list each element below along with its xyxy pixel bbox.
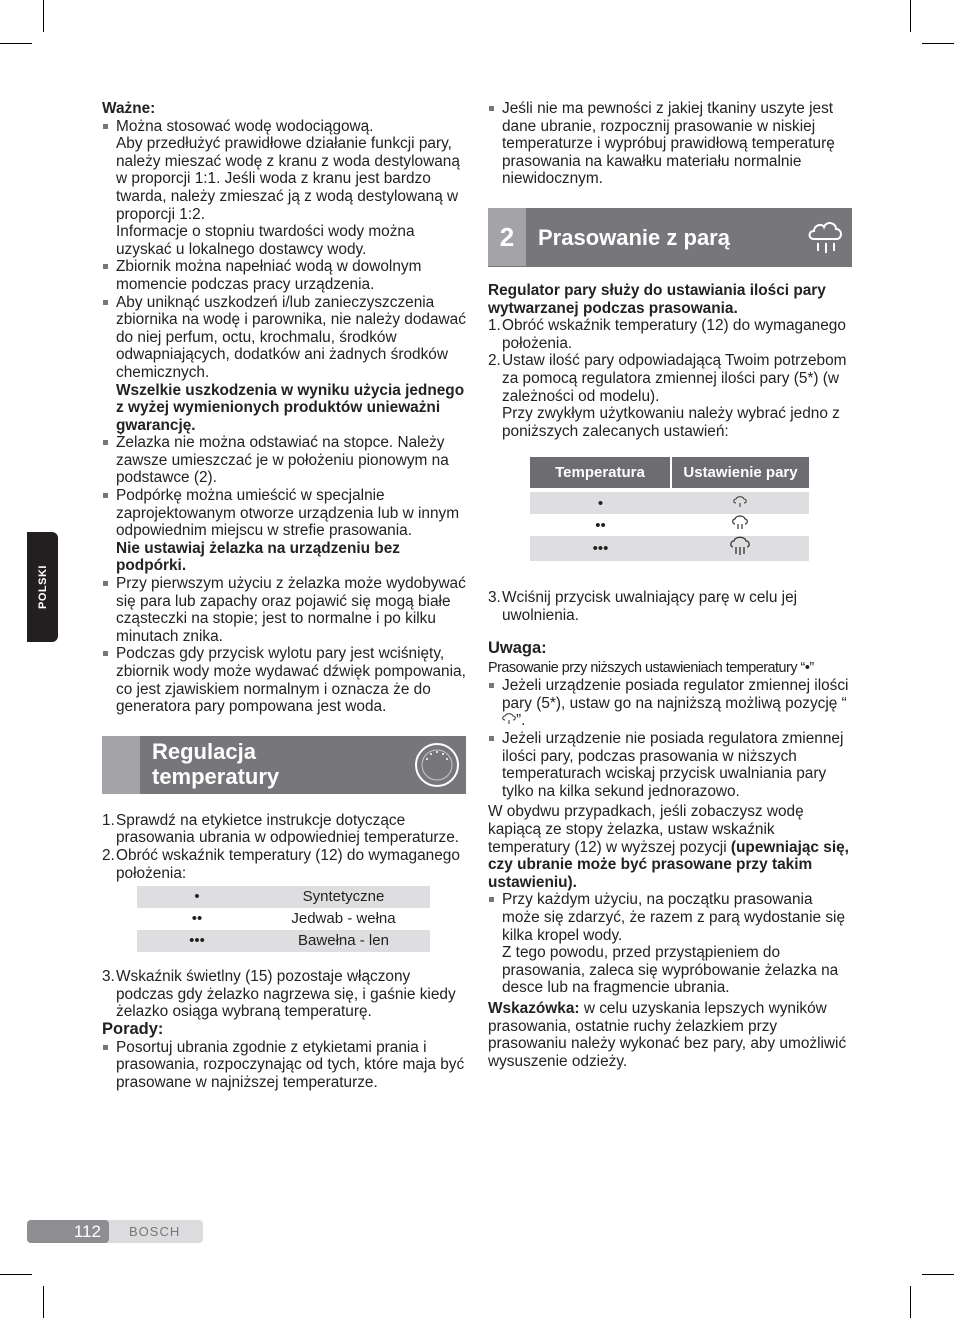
language-tab <box>27 532 58 642</box>
warning-text: Nie ustawiaj żelazka na urządzeniu bez podpórki. <box>116 539 400 575</box>
table-row <box>137 908 430 930</box>
table-row <box>530 514 809 536</box>
note-line: Prasowanie przy niższych ustawieniach temperatury “•” <box>488 659 814 676</box>
brand-label: BOSCH <box>129 1224 181 1239</box>
section-tab <box>102 736 140 794</box>
wazne-heading: Ważne: <box>102 100 156 117</box>
crop-mark <box>43 1286 44 1318</box>
page-number: 112 <box>27 1220 109 1243</box>
steam-cell <box>671 536 809 561</box>
page-footer <box>27 1220 203 1243</box>
porady-heading: Porady: <box>102 1019 164 1038</box>
numbered-step: 1. Obróć wskaźnik temperatury (12) do wymaganego położenia. <box>488 317 846 352</box>
steam-cell <box>671 514 809 536</box>
right-column <box>488 100 852 1070</box>
numbered-step: 2. Obróć wskaźnik temperatury (12) do wymaganego położenia: <box>102 846 460 882</box>
steam-low-icon <box>502 713 516 725</box>
steam-cell <box>671 492 809 514</box>
list-item: Aby uniknąć uszkodzeń i/lub zanieczyszczenia zbiornika na wodę i parownika, nie należy dodawać do niej perfum, octu, krochmalu, środków odwapniających, dodatków ani żadnych środków chemicznych. <box>102 294 466 382</box>
fabric-cell: Bawełna - len <box>257 930 430 952</box>
crop-mark <box>922 1274 954 1275</box>
list-item: Przy pierwszym użyciu z żelazka może wydobywać się para lub zapachy oraz pojawić się mogą białe cząsteczki na stopie; jest to normalne i po kilku minutach znika. <box>102 575 466 645</box>
steam-table <box>530 457 809 561</box>
dots-cell: ••• <box>530 536 671 561</box>
paragraph: Informacje o stopniu twardości wody można uzyskać u lokalnego dostawcy wody. <box>116 223 415 258</box>
crop-mark <box>43 0 44 32</box>
warning-text: Wszelkie uszkodzenia w wyniku użycia jednego z wyżej wymienionych produktów unieważni gwarancję. <box>116 381 465 434</box>
numbered-step: 3. Wciśnij przycisk uwalniający parę w celu jej uwolnienia. <box>488 588 798 624</box>
section-title: Prasowanie z parą <box>538 224 730 250</box>
paragraph: Aby przedłużyć prawidłowe działanie funkcji pary, należy mieszać wodę z kranu z woda destylowaną w proporcji 1:1. Jeśli woda z kranu jest bardzo twarda, należy zmieszać ją z wodą destylowaną w proporcji 1:2. <box>116 135 460 223</box>
paragraph: W obydwu przypadkach, jeśli zobaczysz wodę kapiącą ze stopy żelazka, ustaw wskaźnik temperatury (12) w wyższej pozycji (upewniając się, czy ubranie może być prasowane przy takim ustawieniu). <box>488 803 849 891</box>
steam-low-icon <box>733 496 747 508</box>
language-label: POLSKI <box>36 565 49 609</box>
intro-text: Regulator pary służy do ustawiania ilości pary wytwarzanej podczas prasowania. <box>488 281 826 317</box>
steam-high-icon <box>730 536 750 556</box>
dots-cell: • <box>530 492 671 514</box>
list-item: Podpórkę można umieścić w specjalnie zaprojektowanym otworze urządzenia lub w innym odpowiednim miejscu w strefie prasowania. <box>102 487 466 540</box>
paragraph: Z tego powodu, przed przystąpieniem do prasowania, zaleca się wypróbowanie żelazka na desce lub na fragmencie ubrania. <box>502 944 839 997</box>
list-item: Zbiornik można napełniać wodą w dowolnym momencie podczas pracy urządzenia. <box>102 258 466 293</box>
section-header-temperature <box>102 736 466 794</box>
dots-cell: •• <box>191 910 203 928</box>
steam-icon <box>806 217 846 257</box>
section-header-steam <box>488 208 852 267</box>
crop-mark <box>0 1274 32 1275</box>
table-row <box>530 492 809 514</box>
crop-mark <box>910 1286 911 1318</box>
table-header <box>530 457 809 488</box>
list-item: Przy każdym użyciu, na początku prasowania może się zdarzyć, że razem z parą wydostanie się kilka kropel wody. <box>488 891 852 944</box>
crop-mark <box>910 0 911 32</box>
fabric-cell: Jedwab - wełna <box>291 910 396 928</box>
list-item: Jeśli nie ma pewności z jakiej tkaniny uszyte jest dane ubranie, rozpocznij prasowanie w niskiej temperaturze i wypróbuj prawidłową temperaturę prasowania na kawałku materiału normalnie niewidocznym. <box>488 100 852 188</box>
table-row <box>530 536 809 561</box>
table-row <box>137 930 430 952</box>
numbered-step: 3. Wskaźnik świetlny (15) pozostaje włączony podczas gdy żelazko nagrzewa się, i gaśnie kiedy żelazko osiąga wybraną temperaturę. <box>102 968 456 1021</box>
list-item: Można stosować wodę wodociągową. <box>102 118 466 136</box>
list-item: Jeżeli urządzenie nie posiada regulatora zmiennej ilości pary, podczas prasowania w niższych temperaturach wciskaj przycisk uwalniania pary tylko na kilka sekund jednorazowo. <box>488 730 852 800</box>
list-item: Żelazka nie można odstawiać na stopce. Należy zawsze umieszczać je w położeniu pionowym na podstawce (2). <box>102 434 466 487</box>
crop-mark <box>922 43 954 44</box>
fabric-cell: Syntetyczne <box>257 886 430 908</box>
section-title: Regulacja temperatury <box>152 738 280 789</box>
list-item: Posortuj ubrania zgodnie z etykietami prania i prasowania, rozpoczynając od tych, które maja być prasowane w najniższej temperaturze. <box>102 1039 466 1092</box>
list-item: Podczas gdy przycisk wylotu pary jest wciśnięty, zbiornik wody może wydawać dźwięk pompowania, co jest zjawiskiem normalnym i oznacza że do generatora pary pompowana jest woda. <box>102 645 466 715</box>
column-header: Ustawienie pary <box>671 457 809 488</box>
left-column <box>102 100 466 1091</box>
dots-cell: •• <box>595 516 606 534</box>
numbered-step: 1. Sprawdź na etykietce instrukcje dotyczące prasowania ubrania w odpowiedniej temperaturze. <box>102 811 460 847</box>
dots-cell: • <box>137 886 257 908</box>
steam-medium-icon <box>732 515 748 531</box>
paragraph: Przy zwykłym użytkowaniu należy wybrać jedno z poniższych zalecanych ustawień: <box>502 405 840 440</box>
temperature-table <box>137 886 430 952</box>
list-item: Jeżeli urządzenie posiada regulator zmiennej ilości pary (5*), ustaw go na najniższą możliwą pozycję “”. <box>488 677 852 730</box>
uwaga-heading: Uwaga: <box>488 639 547 658</box>
section-number: 2 <box>488 208 526 266</box>
temperature-dial-icon <box>414 742 460 788</box>
crop-mark <box>0 43 32 44</box>
table-row <box>137 886 430 908</box>
tip-paragraph: Wskazówka: w celu uzyskania lepszych wyników prasowania, ostatnie ruchy żelazkiem przy prasowaniu należy wykonać bez pary, aby umożliwić wysuszenie odzieży. <box>488 999 847 1070</box>
column-header: Temperatura <box>530 457 671 488</box>
dots-cell: ••• <box>137 930 257 952</box>
numbered-step: 2. Ustaw ilość pary odpowiadającą Twoim potrzebom za pomocą regulatora zmiennej ilości pary (5*) (w zależności od modelu). <box>488 352 847 405</box>
